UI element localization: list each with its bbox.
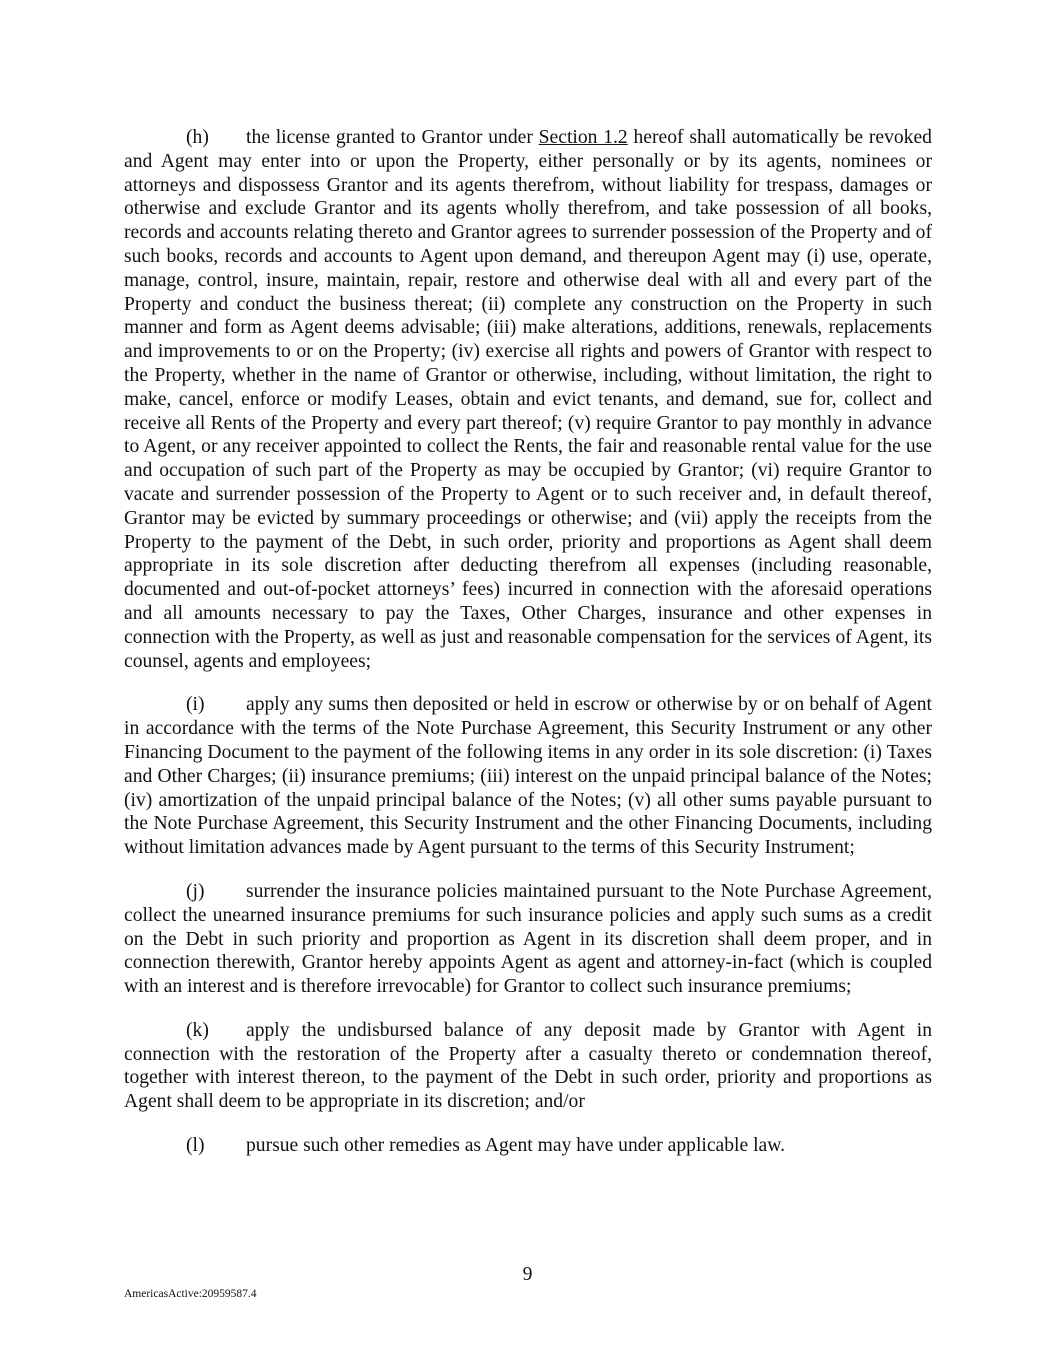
paragraph-l [124,1134,932,1158]
document-footer-id: AmericasActive:20959587.4 [124,1288,257,1300]
paragraph-text: apply any sums then deposited or held in escrow or otherwise by or on behalf of Agent in accordance with the terms of the Note Purchase Agreement, this Security Instrument or any other Financing Document to the payment of the following items in any order in its sole discretion: (i) Taxes and Other Charges; (ii) insurance premiums; (iii) interest on the unpaid principal balance of the Notes; (iv) amortization of the unpaid principal balance of the Notes; (v) all other sums payable pursuant to the Note Purchase Agreement, this Security Instrument and the other Financing Documents, including without limitation advances made by Agent pursuant to the terms of this Security Instrument; [124,694,932,859]
paragraph-h [124,126,932,673]
paragraph-marker: (h) [186,127,209,148]
paragraph-text: apply the undisbursed balance of any deposit made by Grantor with Agent in connection with the restoration of the Property after a casualty thereto or condemnation thereof, together with interest thereon, to the payment of the Debt in such order, priority and proportions as Agent shall deem to be appropriate in its discretion; and/or [124,1019,932,1113]
paragraph-marker: (i) [186,694,205,716]
section-reference-link[interactable]: Section 1.2 [538,127,628,148]
paragraph-text: surrender the insurance policies maintained pursuant to the Note Purchase Agreement, collect the unearned insurance premiums for such insurance policies and apply such sums as a credit on the Debt in such priority and proportion as Agent in its discretion shall deem proper, and in connection therewith, Grantor hereby appoints Agent as agent and attorney-in-fact (which is coupled with an interest and is therefore irrevocable) for Grantor to collect such insurance premiums; [124,880,932,998]
paragraph-text: pursue such other remedies as Agent may have under applicable law. [246,1135,785,1157]
paragraph-marker: (l) [186,1135,205,1157]
paragraph-text: the license granted to Grantor under [246,127,539,148]
paragraph-marker: (j) [186,880,205,902]
paragraph-i [124,693,932,860]
paragraph-text: hereof shall automatically be revoked and Agent may enter into or upon the Property, either personally or by its agents, nominees or attorneys and dispossess Grantor and its agents therefrom, without liability for trespass, damages or otherwise and exclude Grantor and its agents wholly therefrom, and take possession of all books, records and accounts relating thereto and Grantor agrees to surrender possession of the Property and of such books, records and accounts to Agent upon demand, and thereupon Agent may (i) use, operate, manage, control, insure, maintain, repair, restore and otherwise deal with all and every part of the Property and conduct the business thereat; (ii) complete any construction on the Property in such manner and form as Agent deems advisable; (iii) make alterations, additions, renewals, replacements and improvements to or on the Property; (iv) exercise all rights and powers of Grantor with respect to the Property, whether in the name of Grantor or otherwise, including, without limitation, the right to make, cancel, enforce or modify Leases, obtain and evict tenants, and demand, sue for, collect and receive all Rents of the Property and every part thereof; (v) require Grantor to pay monthly in advance to Agent, or any receiver appointed to collect the Rents, the fair and reasonable rental value for the use and occupation of such part of the Property as may be occupied by Grantor; (vi) require Grantor to vacate and surrender possession of the Property to Agent or to such receiver and, in default thereof, Grantor may be evicted by summary proceedings or otherwise; and (vii) apply the receipts from the Property to the payment of the Debt, in such order, priority and proportions as Agent shall deem appropriate in its sole discretion after deducting therefrom all expenses (including reasonable, documented and out-of-pocket attorneys’ fees) incurred in connection with the aforesaid operations and all amounts necessary to pay the Taxes, Other Charges, insurance and other expenses in connection with the Property, as well as just and reasonable compensation for the services of Agent, its counsel, agents and employees; [124,127,932,672]
paragraph-j [124,880,932,999]
document-body [124,126,932,1158]
paragraph-marker: (k) [186,1019,209,1041]
paragraph-k [124,1019,932,1114]
page-number: 9 [522,1264,533,1285]
